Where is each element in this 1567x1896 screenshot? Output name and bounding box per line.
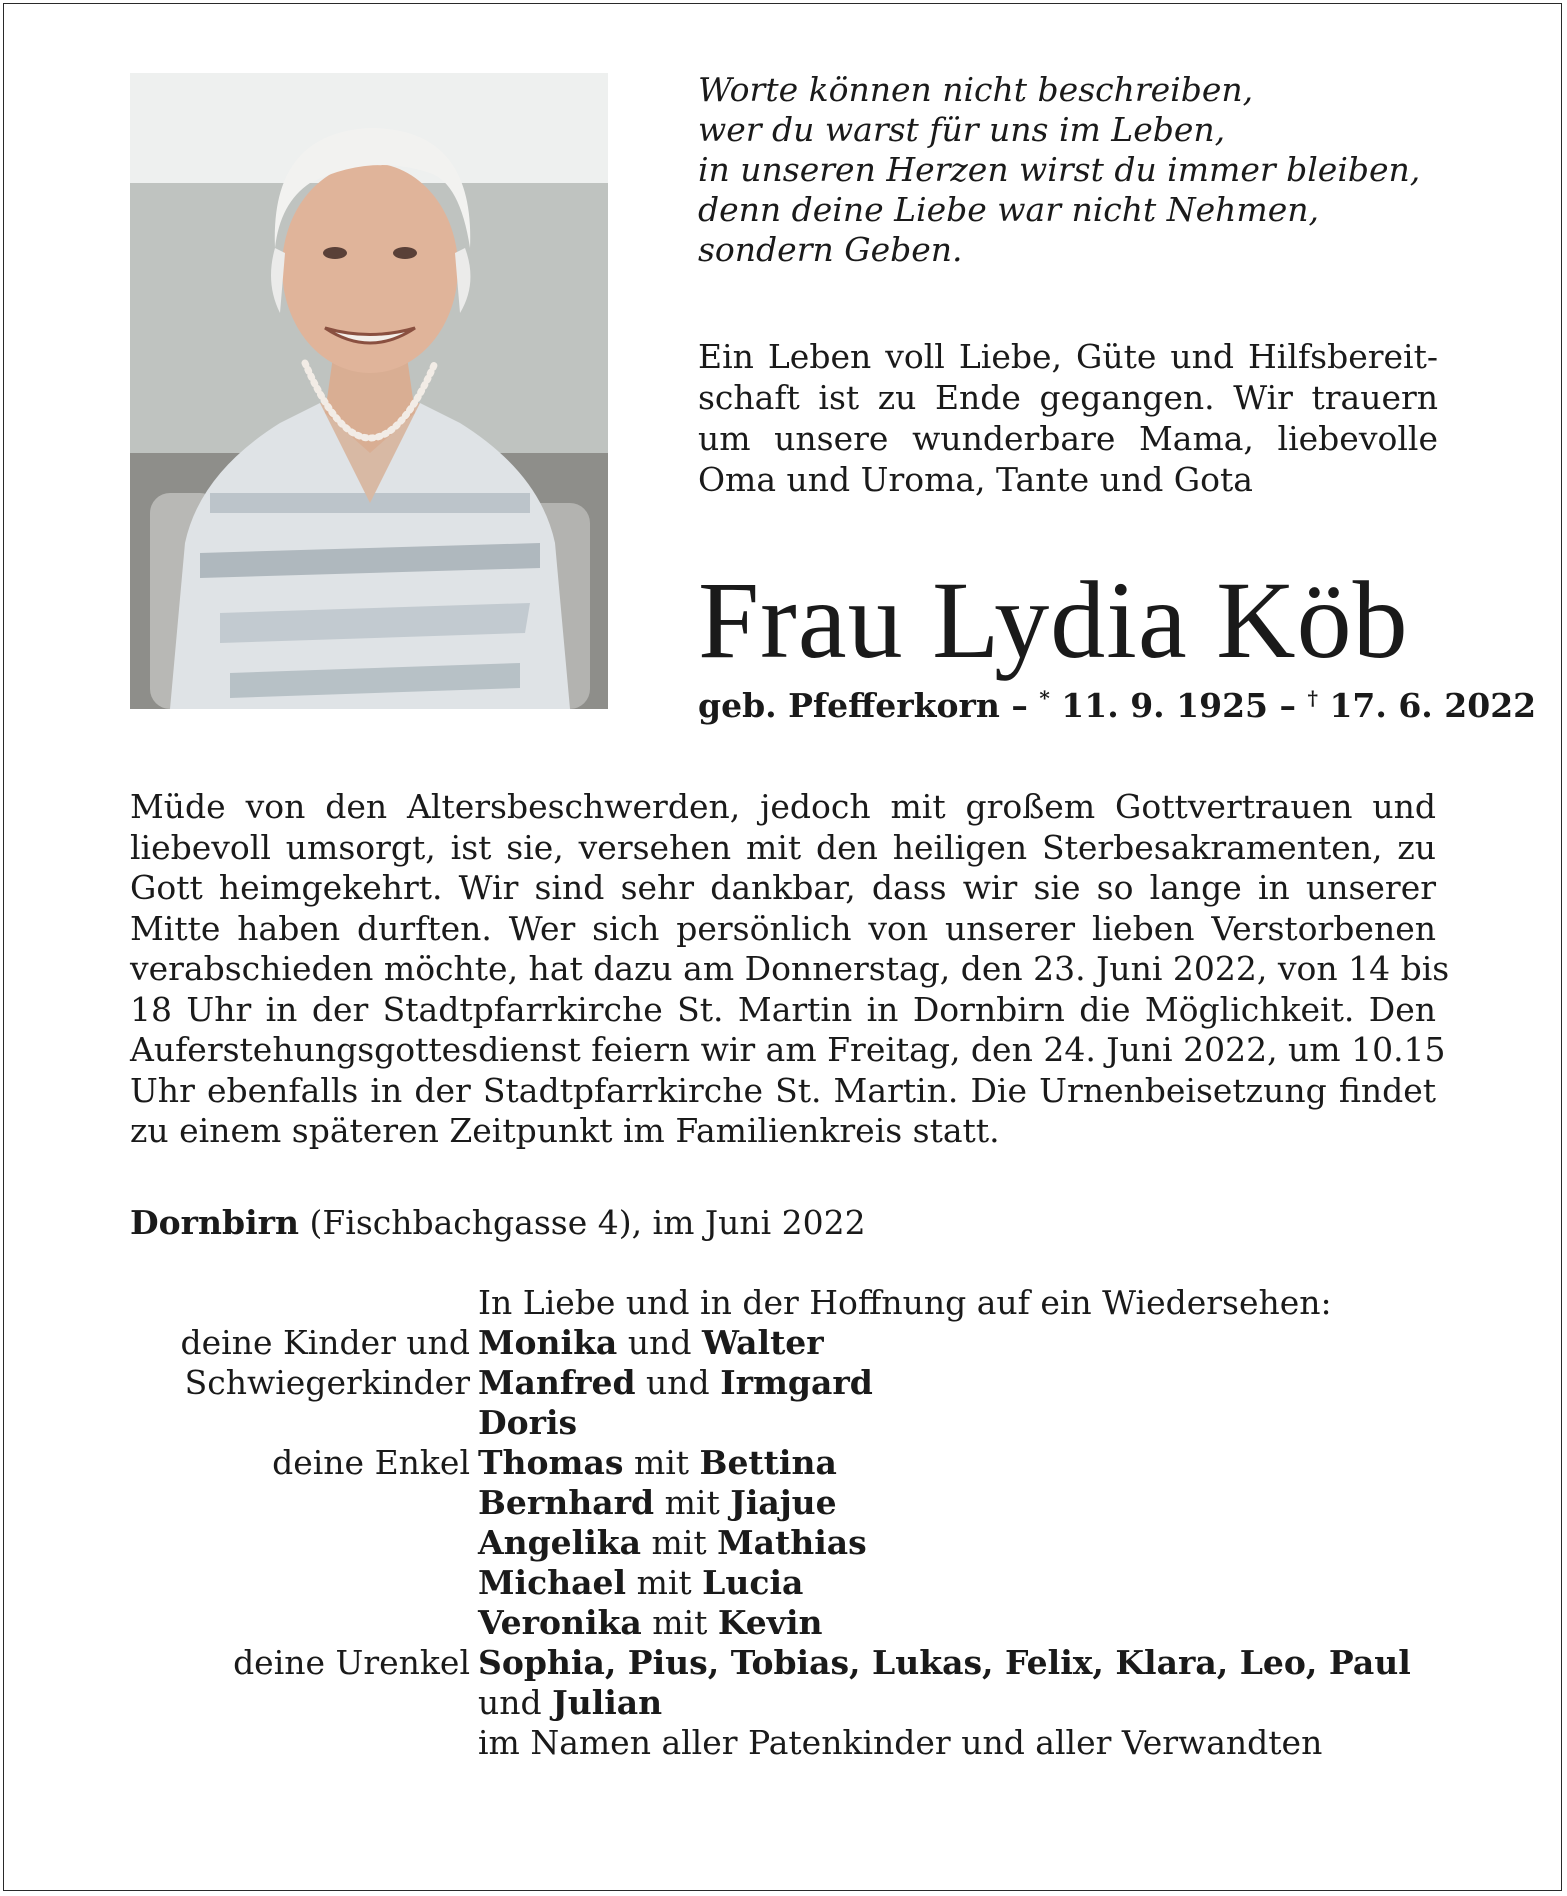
dash: –: [999, 686, 1040, 725]
memorial-verse: [698, 70, 1458, 270]
death-date: 17. 6. 2022: [1317, 686, 1537, 725]
person-name: Bernhard: [478, 1483, 655, 1522]
birth-date: 11. 9. 1925: [1049, 686, 1268, 725]
person-name: Bettina: [699, 1443, 837, 1482]
relation-label: [130, 1483, 478, 1523]
body-line: Mitte haben durften. Wer sich persönlich von unserer lieben Verstorbenen: [130, 908, 1436, 948]
relation-names: [478, 1443, 1460, 1483]
intro-line: Oma und Uroma, Tante und Gota: [698, 460, 1253, 499]
deceased-name: Frau Lydia Köb: [698, 559, 1409, 681]
main-paragraph: [130, 787, 1450, 1152]
conjunction: und: [478, 1683, 553, 1722]
relation-names: [478, 1563, 1460, 1603]
place-city: Dornbirn: [130, 1203, 299, 1242]
relation-label: Schwiegerkinder: [184, 1363, 470, 1402]
family-row: [130, 1323, 1460, 1363]
relation-label: [130, 1563, 478, 1603]
relation-names: [478, 1603, 1460, 1643]
person-name: Lucia: [702, 1563, 804, 1602]
verse-line: denn deine Liebe war nicht Nehmen,: [698, 190, 1319, 229]
place-date-line: [130, 1203, 1130, 1243]
relation-label: deine Enkel: [272, 1443, 470, 1482]
person-name: Manfred: [478, 1363, 636, 1402]
verse-line: sondern Geben.: [698, 230, 963, 269]
body-line: Auferstehungsgottesdienst feiern wir am Freitag, den 24. Juni 2022, um 10.15: [130, 1030, 1446, 1069]
conjunction: mit: [623, 1443, 700, 1482]
relation-names: [478, 1323, 1460, 1363]
maiden-name: geb. Pfefferkorn: [698, 686, 1000, 725]
family-row: [130, 1603, 1460, 1643]
family-row: [130, 1723, 1460, 1763]
family-row: [130, 1683, 1460, 1723]
relation-label: [130, 1603, 478, 1643]
person-name: Irmgard: [720, 1363, 873, 1402]
family-row: [130, 1403, 1460, 1443]
relation-names: [478, 1523, 1460, 1563]
person-name: Michael: [478, 1563, 627, 1602]
place-address-date: (Fischbachgasse 4), im Juni 2022: [299, 1203, 866, 1242]
person-names: Sophia, Pius, Tobias, Lukas, Felix, Klara, Leo, Paul: [478, 1643, 1411, 1682]
body-line: verabschieden möchte, hat dazu am Donnerstag, den 23. Juni 2022, von 14 bis: [130, 949, 1450, 988]
relation-names: [478, 1363, 1460, 1403]
portrait-photo: [130, 73, 608, 709]
person-name: Jiajue: [730, 1483, 837, 1522]
person-name: Mathias: [717, 1523, 867, 1562]
relation-names: [478, 1403, 1460, 1443]
person-name: Monika: [478, 1323, 618, 1362]
person-name: Doris: [478, 1403, 578, 1442]
person-name: Veronika: [478, 1603, 642, 1642]
verse-line: wer du warst für uns im Leben,: [698, 110, 1226, 149]
life-dates: [698, 678, 1537, 726]
family-row: [130, 1643, 1460, 1683]
person-name: Angelika: [478, 1523, 641, 1562]
family-row: [130, 1483, 1460, 1523]
verse-line: Worte können nicht beschreiben,: [698, 70, 1254, 109]
conjunction: mit: [641, 1523, 718, 1562]
body-line: Gott heimgekehrt. Wir sind sehr dankbar, dass wir sie so lange in unserer: [130, 868, 1436, 907]
family-row: [130, 1443, 1460, 1483]
family-list: [130, 1323, 1460, 1763]
relation-label: [130, 1723, 478, 1763]
person-name: Julian: [552, 1683, 663, 1722]
relation-label: deine Kinder und: [180, 1323, 470, 1362]
body-line: Müde von den Altersbeschwerden, jedoch mit großem Gottvertrauen und: [130, 787, 1436, 826]
family-row: [130, 1563, 1460, 1603]
family-row: [130, 1363, 1460, 1403]
body-line: Uhr ebenfalls in der Stadtpfarrkirche St. Martin. Die Urnenbeisetzung findet: [130, 1070, 1436, 1110]
intro-line: um unsere wunderbare Mama, liebevolle: [698, 419, 1438, 458]
relation-names: [478, 1643, 1460, 1683]
body-line: liebevoll umsorgt, ist sie, versehen mit den heiligen Sterbesakramenten, zu: [130, 827, 1436, 867]
birth-symbol: *: [1039, 686, 1050, 710]
conjunction: mit: [641, 1603, 718, 1642]
relation-label: [130, 1403, 478, 1443]
family-row: [130, 1523, 1460, 1563]
relation-label: deine Urenkel: [233, 1643, 470, 1682]
dash: –: [1268, 686, 1308, 725]
conjunction: und: [635, 1363, 721, 1402]
closing-line: im Namen aller Patenkinder und aller Verwandten: [478, 1723, 1323, 1762]
relation-label: [130, 1523, 478, 1563]
intro-paragraph: [698, 336, 1438, 500]
person-name: Thomas: [478, 1443, 624, 1482]
conjunction: und: [617, 1323, 702, 1362]
body-line: 18 Uhr in der Stadtpfarrkirche St. Martin in Dornbirn die Möglichkeit. Den: [130, 989, 1436, 1029]
death-symbol: †: [1307, 686, 1318, 710]
person-name: Walter: [701, 1323, 824, 1362]
relation-names: [478, 1483, 1460, 1523]
intro-line: Ein Leben voll Liebe, Güte und Hilfsbereit-: [698, 337, 1438, 376]
conjunction: mit: [654, 1483, 731, 1522]
hope-line: In Liebe und in der Hoffnung auf ein Wiedersehen:: [478, 1283, 1332, 1322]
person-name: Kevin: [717, 1603, 823, 1642]
verse-line: in unseren Herzen wirst du immer bleiben,: [698, 150, 1421, 189]
intro-line: schaft ist zu Ende gegangen. Wir trauern: [698, 378, 1438, 417]
conjunction: mit: [626, 1563, 703, 1602]
relation-names: [478, 1683, 1460, 1723]
relation-label: [130, 1683, 478, 1723]
body-line: zu einem späteren Zeitpunkt im Familienkreis statt.: [130, 1111, 1000, 1150]
